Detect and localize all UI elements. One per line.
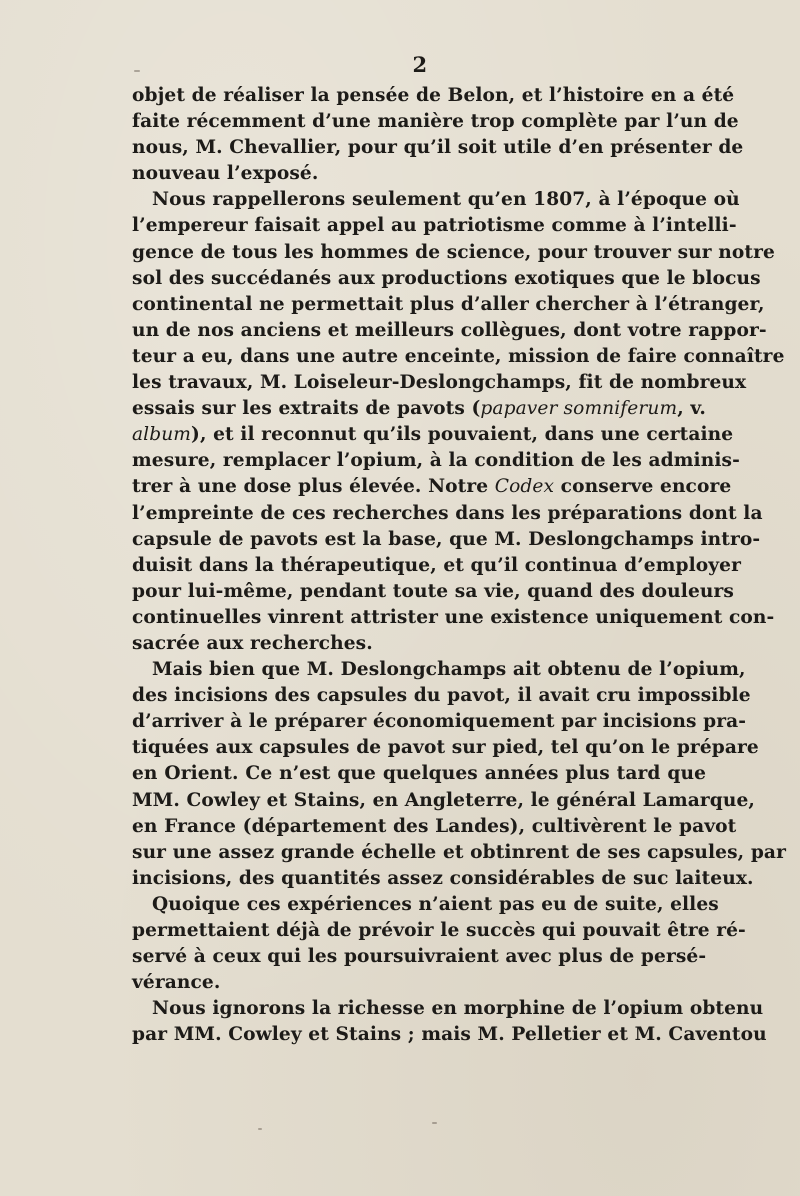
text-line: des incisions des capsules du pavot, il avait cru impossible	[132, 685, 751, 707]
text-line: pour lui-même, pendant toute sa vie, quand des douleurs	[132, 580, 734, 602]
text-line: Nous rappellerons seulement qu’en 1807, à l’époque où	[152, 189, 740, 211]
paragraph	[132, 657, 786, 892]
text-line: duisit dans la thérapeutique, et qu’il continua d’employer	[132, 554, 741, 576]
text-line: sol des succédanés aux productions exotiques que le blocus	[132, 267, 761, 289]
text-line: l’empreinte de ces recherches dans les préparations dont la	[132, 502, 763, 524]
text-line: l’empereur faisait appel au patriotisme comme à l’intelli-	[132, 215, 737, 237]
body-text	[132, 83, 786, 1048]
text-line: sur une assez grande échelle et obtinrent de ses capsules, par	[132, 841, 786, 863]
page-number: 2	[412, 52, 428, 77]
text-line: essais sur les extraits de pavots (papaver somniferum, v.	[132, 398, 706, 420]
text-line: d’arriver à le préparer économiquement par incisions pra-	[132, 711, 747, 733]
text-line: vérance.	[132, 972, 221, 994]
text-line: sacrée aux recherches.	[132, 632, 373, 654]
text-line: continental ne permettait plus d’aller chercher à l’étranger,	[132, 293, 765, 315]
text-line: les travaux, M. Loiseleur-Deslongchamps, fit de nombreux	[132, 372, 747, 394]
text-line: par MM. Cowley et Stains ; mais M. Pelletier et M. Caventou	[132, 1024, 767, 1046]
text-line: servé à ceux qui les poursuivraient avec plus de persé-	[132, 946, 707, 968]
text-line: mesure, remplacer l’opium, à la condition de les adminis-	[132, 450, 740, 472]
text-line: faite récemment d’une manière trop complète par l’un de	[132, 111, 739, 133]
paper-speck	[432, 1122, 437, 1124]
text-line: en France (département des Landes), cultivèrent le pavot	[132, 815, 737, 837]
text-line: album), et il reconnut qu’ils pouvaient, dans une certaine	[132, 424, 734, 446]
text-line: capsule de pavots est la base, que M. Deslongchamps intro-	[132, 528, 761, 550]
text-line: en Orient. Ce n’est que quelques années plus tard que	[132, 763, 706, 785]
text-line: incisions, des quantités assez considérables de suc laiteux.	[132, 867, 754, 889]
paper-speck	[134, 70, 140, 72]
paragraph	[132, 83, 744, 187]
text-line: objet de réaliser la pensée de Belon, et l’histoire en a été	[132, 85, 735, 106]
text-line: Mais bien que M. Deslongchamps ait obtenu de l’opium,	[152, 659, 746, 681]
text-line: nous, M. Chevallier, pour qu’il soit utile d’en présenter de	[132, 137, 744, 159]
text-line: teur a eu, dans une autre enceinte, mission de faire connaître	[132, 345, 785, 367]
paragraph	[132, 187, 785, 657]
text-line: Quoique ces expériences n’aient pas eu de suite, elles	[152, 893, 719, 915]
paragraph	[132, 892, 746, 996]
text-line: tiquées aux capsules de pavot sur pied, tel qu’on le prépare	[132, 737, 759, 759]
text-line: continuelles vinrent attrister une existence uniquement con-	[132, 606, 775, 628]
text-line: Nous ignorons la richesse en morphine de l’opium obtenu	[152, 998, 764, 1020]
text-line: trer à une dose plus élevée. Notre Codex conserve encore	[132, 476, 732, 498]
text-line: gence de tous les hommes de science, pour trouver sur notre	[132, 241, 775, 263]
text-line: nouveau l’exposé.	[132, 163, 319, 185]
paragraph	[132, 996, 767, 1048]
text-line: permettaient déjà de prévoir le succès qui pouvait être ré-	[132, 920, 746, 941]
text-line: un de nos anciens et meilleurs collègues, dont votre rappor-	[132, 319, 767, 341]
paper-speck	[258, 1128, 262, 1130]
text-line: MM. Cowley et Stains, en Angleterre, le général Lamarque,	[132, 789, 755, 811]
